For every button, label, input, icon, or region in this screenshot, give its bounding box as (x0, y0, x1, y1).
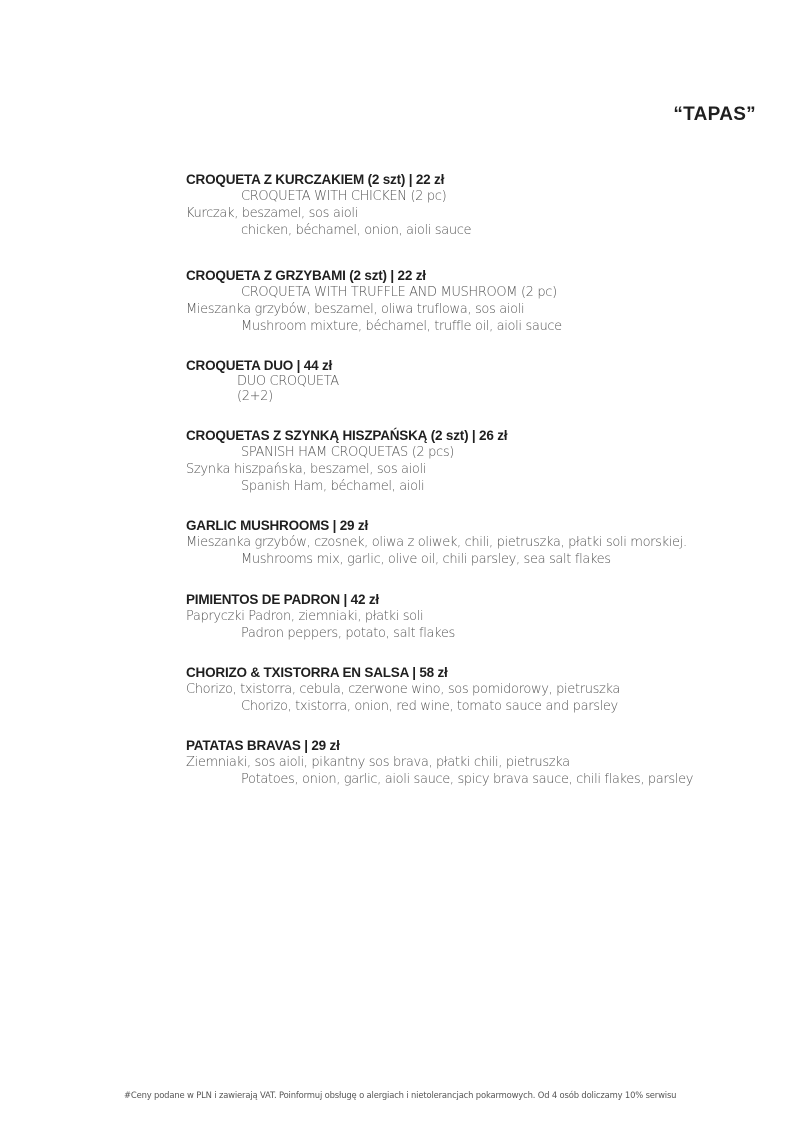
menu-item-pimientos-padron (186, 592, 455, 642)
item-portion: (2+2) (237, 389, 273, 404)
item-description-pl: Papryczki Padron, ziemniaki, płatki soli (186, 609, 424, 624)
item-description-en: Mushrooms mix, garlic, olive oil, chili parsley, sea salt flakes (241, 552, 611, 567)
item-description-en: Mushroom mixture, béchamel, truffle oil, aioli sauce (241, 319, 562, 334)
item-description-pl: Ziemniaki, sos aioli, pikantny sos brava, płatki chili, pietruszka (186, 755, 570, 770)
footer-note: #Ceny podane w PLN i zawierają VAT. Poinformuj obsługę o alergiach i nietolerancjach pokarmowych. Od 4 osób doliczamy 10% serwisu (124, 1090, 677, 1100)
item-title: CROQUETAS Z SZYNKĄ HISZPAŃSKĄ (2 szt) | 26 zł (186, 428, 508, 443)
item-description-pl: Szynka hiszpańska, beszamel, sos aioli (186, 462, 427, 477)
item-description-en: Chorizo, txistorra, onion, red wine, tomato sauce and parsley (241, 699, 618, 714)
item-name-en: CROQUETA WITH TRUFFLE AND MUSHROOM (2 pc) (241, 285, 557, 300)
page-title: “TAPAS” (673, 104, 756, 125)
menu-item-croquetas-szynka (186, 428, 507, 495)
item-description-en: Padron peppers, potato, salt flakes (241, 626, 455, 641)
menu-item-croqueta-grzyby (186, 268, 562, 335)
item-description-pl: Kurczak, beszamel, sos aioli (186, 206, 358, 221)
menu-item-croqueta-duo (186, 358, 339, 404)
item-title: CROQUETA DUO | 44 zł (186, 358, 333, 373)
menu-item-garlic-mushrooms (186, 518, 687, 568)
item-title: GARLIC MUSHROOMS | 29 zł (186, 518, 368, 533)
item-description-en: Potatoes, onion, garlic, aioli sauce, spicy brava sauce, chili flakes, parsley (241, 772, 694, 787)
item-name-en: SPANISH HAM CROQUETAS (2 pcs) (241, 445, 454, 460)
item-name-en: CROQUETA WITH CHICKEN (2 pc) (241, 189, 447, 204)
item-description-pl: Mieszanka grzybów, czosnek, oliwa z oliwek, chili, pietruszka, płatki soli morskiej. (186, 535, 687, 550)
item-description-en: chicken, béchamel, onion, aioli sauce (241, 223, 472, 238)
item-description-en: Spanish Ham, béchamel, aioli (241, 479, 425, 494)
menu-item-patatas-bravas (186, 738, 693, 788)
item-title: PIMIENTOS DE PADRON | 42 zł (186, 592, 379, 607)
item-description-pl: Mieszanka grzybów, beszamel, oliwa truflowa, sos aioli (186, 302, 525, 317)
item-title: CHORIZO & TXISTORRA EN SALSA | 58 zł (186, 665, 448, 680)
item-title: CROQUETA Z GRZYBAMI (2 szt) | 22 zł (186, 268, 426, 283)
menu-item-chorizo-txistorra (186, 665, 620, 715)
item-title: CROQUETA Z KURCZAKIEM (2 szt) | 22 zł (186, 172, 445, 187)
item-description-pl: Chorizo, txistorra, cebula, czerwone wino, sos pomidorowy, pietruszka (186, 682, 621, 697)
menu-item-croqueta-kurczak (186, 172, 471, 239)
item-name-en: DUO CROQUETA (237, 374, 339, 389)
item-title: PATATAS BRAVAS | 29 zł (186, 738, 340, 753)
